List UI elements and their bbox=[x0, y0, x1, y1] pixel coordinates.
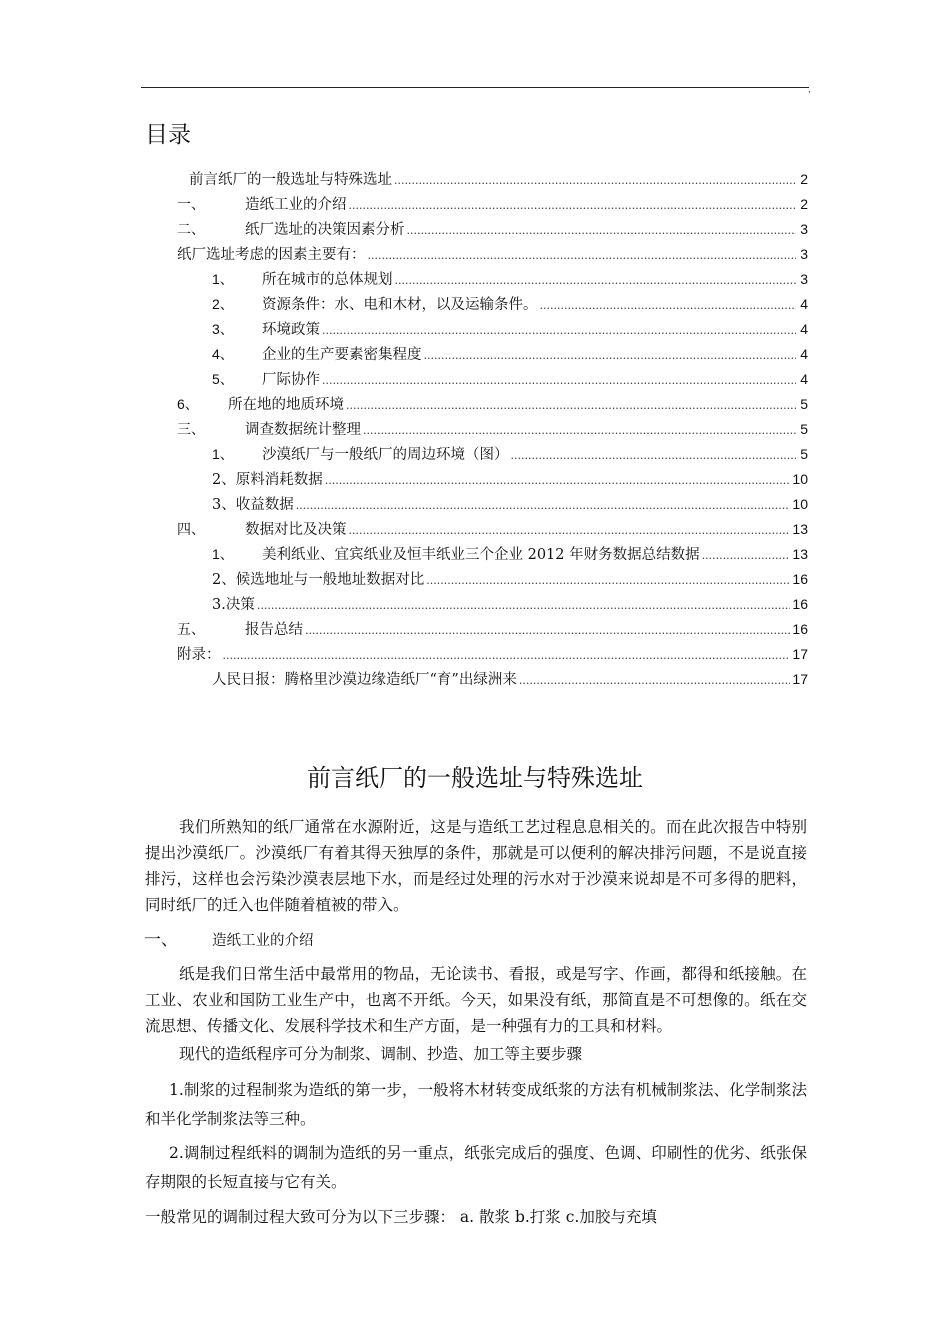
toc-entry-text: 3、收益数据 bbox=[212, 497, 294, 513]
toc-entry[interactable] bbox=[212, 317, 808, 341]
toc-entry-page: 4 bbox=[800, 371, 808, 387]
toc-entry[interactable] bbox=[212, 267, 808, 291]
toc-entry[interactable] bbox=[212, 667, 808, 691]
common-process-paragraph: 一般常见的调制过程大致可分为以下三步骤： a. 散浆 b.打浆 c.加胶与充填 bbox=[145, 1208, 657, 1226]
toc-entry-number: 1、 bbox=[212, 271, 234, 287]
toc-leader bbox=[305, 619, 790, 643]
toc-entry-page: 5 bbox=[800, 396, 808, 412]
toc-entry-text: 环境政策 bbox=[262, 322, 320, 338]
toc-entry-text: 美利纸业、宜宾纸业及恒丰纸业三个企业 2012 年财务数据总结数据 bbox=[262, 547, 700, 563]
toc-entry-page: 3 bbox=[800, 246, 808, 262]
toc-entry-text: 沙漠纸厂与一般纸厂的周边环境（图） bbox=[262, 447, 509, 463]
step2-paragraph: 2.调制过程纸料的调制为造纸的另一重点，纸张完成后的强度、色调、印刷性的优劣、纸张保存期限的长短直接与它有关。 bbox=[145, 1144, 807, 1191]
header-rule bbox=[141, 87, 809, 88]
toc-title: 目录 bbox=[145, 122, 191, 148]
toc-leader bbox=[346, 394, 796, 418]
toc-entry-page: 17 bbox=[792, 671, 808, 687]
toc-entry-text: 所在城市的总体规划 bbox=[262, 272, 393, 288]
toc-entry[interactable] bbox=[212, 442, 808, 466]
intro-paragraph: 我们所熟知的纸厂通常在水源附近，这是与造纸工艺过程息息相关的。而在此次报告中特别提出沙漠纸厂。沙漠纸厂有着其得天独厚的条件，那就是可以便利的解决排污问题，不是说直接排污，这样也会污染沙漠表层地下水，而是经过处理的污水对于沙漠来说却是不可多得的肥料，同时纸厂的迁入也伴随着植被的带入。 bbox=[145, 818, 807, 914]
toc-leader bbox=[349, 519, 791, 543]
toc-entry[interactable] bbox=[212, 292, 808, 316]
paper-intro-paragraph: 纸是我们日常生活中最常用的物品，无论读书、看报，或是写字、作画，都得和纸接触。在工业、农业和国防工业生产中，也离不开纸。今天，如果没有纸，那简直是不可想像的。纸在交流思想、传播文化、发展科学技术和生产方面，是一种强有力的工具和材料。 bbox=[145, 965, 807, 1035]
toc-leader bbox=[349, 194, 797, 218]
toc-entry-text: 前言纸厂的一般选址与特殊选址 bbox=[189, 172, 392, 188]
toc-entry-number: 2、 bbox=[212, 296, 234, 312]
toc-entry-page: 5 bbox=[800, 446, 808, 462]
toc-entry-text: 数据对比及决策 bbox=[245, 522, 347, 538]
toc-entry-page: 5 bbox=[800, 421, 808, 437]
toc-entry-page: 13 bbox=[792, 521, 808, 537]
toc-entry[interactable] bbox=[177, 642, 808, 666]
toc-leader bbox=[363, 419, 796, 443]
header-mark: , bbox=[808, 84, 811, 94]
toc-leader bbox=[407, 219, 797, 243]
toc-entry-text: 人民日报：腾格里沙漠边缘造纸厂“育”出绿洲来 bbox=[212, 672, 517, 688]
step1-paragraph: 1.制浆的过程制浆为造纸的第一步，一般将木材转变成纸浆的方法有机械制浆法、化学制浆法和半化学制浆法等三种。 bbox=[145, 1081, 807, 1128]
heading-text: 造纸工业的介绍 bbox=[212, 933, 314, 949]
toc-entry-number: 三、 bbox=[177, 421, 205, 437]
toc-leader bbox=[424, 344, 797, 368]
toc-entry-page: 3 bbox=[800, 221, 808, 237]
toc-leader bbox=[322, 319, 796, 343]
toc-entry[interactable] bbox=[177, 517, 808, 541]
toc-entry-page: 2 bbox=[800, 196, 808, 212]
toc-leader bbox=[325, 469, 791, 493]
toc-leader bbox=[395, 269, 797, 293]
toc-entry-number: 1、 bbox=[212, 446, 234, 462]
toc-entry[interactable] bbox=[212, 567, 808, 591]
toc-leader bbox=[322, 369, 796, 393]
toc-entry-page: 4 bbox=[800, 346, 808, 362]
toc-leader bbox=[394, 169, 796, 193]
toc-entry-number: 5、 bbox=[212, 371, 234, 387]
toc-leader bbox=[519, 669, 791, 693]
toc-entry-page: 16 bbox=[792, 596, 808, 612]
toc-entry-page: 4 bbox=[800, 321, 808, 337]
toc-entry-page: 13 bbox=[792, 546, 808, 562]
toc-entry[interactable] bbox=[212, 542, 808, 566]
toc-entry[interactable] bbox=[177, 417, 808, 441]
toc-entry-page: 10 bbox=[792, 496, 808, 512]
heading-number: 一、 bbox=[144, 930, 178, 950]
toc-leader bbox=[540, 294, 797, 318]
toc-entry-page: 4 bbox=[800, 296, 808, 312]
toc-entry-number: 3、 bbox=[212, 321, 234, 337]
toc-entry[interactable] bbox=[212, 342, 808, 366]
toc-entry-text: 纸厂选址的决策因素分析 bbox=[245, 222, 405, 238]
toc-leader bbox=[702, 544, 791, 568]
toc-entry-number: 1、 bbox=[212, 546, 234, 562]
toc-entry-text: 纸厂选址考虑的因素主要有： bbox=[177, 247, 366, 263]
toc-entry-page: 2 bbox=[800, 171, 808, 187]
toc-entry-text: 附录： bbox=[177, 647, 221, 663]
section-title: 前言纸厂的一般选址与特殊选址 bbox=[307, 764, 643, 792]
toc-entry-text: 调查数据统计整理 bbox=[245, 422, 361, 438]
toc-entry-number: 6、 bbox=[177, 396, 199, 412]
toc-entry-text: 报告总结 bbox=[245, 622, 303, 638]
toc-entry[interactable] bbox=[177, 392, 808, 416]
toc-entry-page: 3 bbox=[800, 271, 808, 287]
toc-entry-number: 4、 bbox=[212, 346, 234, 362]
toc-leader bbox=[257, 594, 791, 618]
toc-leader bbox=[368, 244, 797, 268]
heading-paper-industry bbox=[144, 928, 314, 953]
toc-leader bbox=[223, 644, 791, 668]
toc-entry-page: 10 bbox=[792, 471, 808, 487]
toc-entry[interactable] bbox=[177, 192, 808, 216]
toc-entry[interactable] bbox=[212, 367, 808, 391]
toc-leader bbox=[426, 569, 790, 593]
toc-entry[interactable] bbox=[212, 492, 808, 516]
toc-entry-text: 3.决策 bbox=[212, 597, 255, 613]
toc-entry-number: 五、 bbox=[177, 621, 205, 637]
toc-entry[interactable] bbox=[177, 617, 808, 641]
toc-leader bbox=[296, 494, 791, 518]
modern-process-paragraph: 现代的造纸程序可分为制浆、调制、抄造、加工等主要步骤 bbox=[179, 1045, 583, 1063]
toc-entry[interactable] bbox=[212, 592, 808, 616]
toc-entry[interactable] bbox=[177, 242, 808, 266]
toc-entry-text: 2、原料消耗数据 bbox=[212, 472, 323, 488]
toc-entry[interactable] bbox=[189, 167, 808, 191]
toc-entry-text: 资源条件：水、电和木材，以及运输条件。 bbox=[262, 297, 538, 313]
toc-entry-text: 企业的生产要素密集程度 bbox=[262, 347, 422, 363]
toc-entry-text: 造纸工业的介绍 bbox=[245, 197, 347, 213]
toc-entry-page: 17 bbox=[792, 646, 808, 662]
toc-entry-page: 16 bbox=[792, 621, 808, 637]
toc-entry[interactable] bbox=[212, 467, 808, 491]
toc-entry-text: 厂际协作 bbox=[262, 372, 320, 388]
toc-entry-text: 2、候选地址与一般地址数据对比 bbox=[212, 572, 425, 588]
toc-entry[interactable] bbox=[177, 217, 808, 241]
toc-entry-text: 所在地的地质环境 bbox=[228, 397, 344, 413]
toc-entry-number: 二、 bbox=[177, 221, 205, 237]
toc-entry-number: 一、 bbox=[177, 196, 205, 212]
toc-entry-number: 四、 bbox=[177, 521, 205, 537]
toc-entry-page: 16 bbox=[792, 571, 808, 587]
toc-leader bbox=[511, 444, 797, 468]
